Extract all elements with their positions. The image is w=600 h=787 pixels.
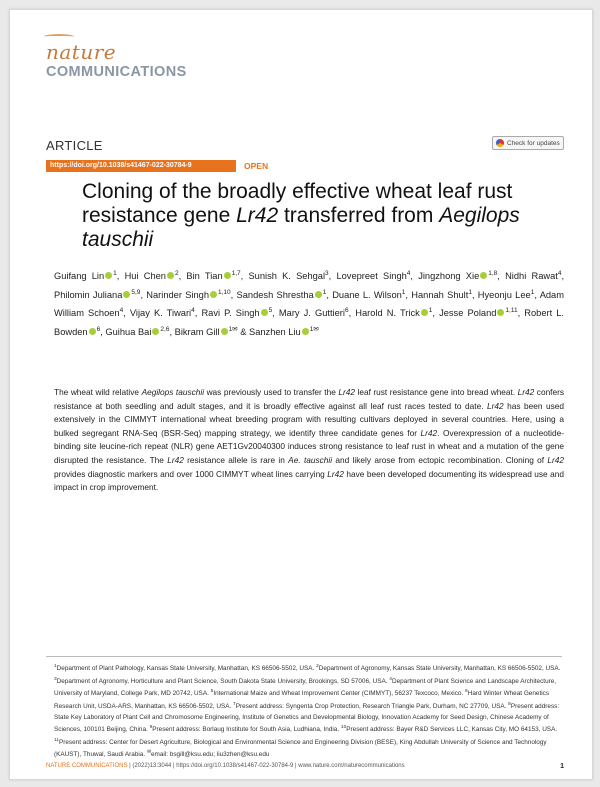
author-name: Narinder Singh (146, 289, 210, 300)
author-affiliation: 4 (557, 270, 562, 277)
author-affiliation: 1✉ (309, 326, 319, 334)
author-affiliation: 1,10 (218, 288, 231, 296)
footer-journal: NATURE COMMUNICATIONS (46, 763, 128, 769)
abstract-italic: Lr42 (547, 454, 564, 465)
author-affiliation: 1 (401, 288, 406, 296)
doi-link[interactable]: https://doi.org/10.1038/s41467-022-30784-9 (46, 160, 236, 172)
affiliation-text: Present address: Center for Desert Agriculture, Biological and Environmental Science and Engineering Division (BESE), King Abdullah University of Science and Technology (KAUST), Thuwal, Saudi Arabia. (54, 738, 547, 759)
author-affiliation: 1 (530, 288, 535, 296)
affiliation-text: International Maize and Wheat Improvement Center (CIMMYT), 56237 Texcoco, Mexico. (213, 690, 466, 698)
author-affiliation: 5 (268, 307, 273, 315)
author[interactable] (130, 308, 195, 318)
journal-logo-nature: nature (46, 40, 117, 64)
abstract-text: resistance allele is rare in (183, 454, 289, 465)
check-updates-button[interactable] (492, 136, 564, 150)
abstract-text: The wheat wild relative (54, 387, 142, 397)
author[interactable] (355, 308, 432, 318)
orcid-icon[interactable] (261, 309, 268, 316)
affiliation-number: ✉ (146, 750, 151, 756)
affiliation-text: Hard Winter Wheat Genetics Research Unit, USDA-ARS, Manhattan, KS 66506-5502, USA. (54, 690, 550, 710)
abstract-italic: Lr42 (327, 468, 344, 479)
author-affiliation: 4 (191, 307, 195, 315)
author-list: Guifang Lin $^1$, Hui Chen $^2$, Bin Tian $^{1,7}$, Sunish K. Sehgal$^3$, Lovepreet Singh$^4$, Jingzhong Xie $^{1,8}$, Nidhi Rawat$^4$, Philomin Juliana $^{5,9}$, Narinder Singh $^{1,10}$, Sandesh Shrestha $^1$, Duane L. Wilson$^1$, Hannah Shult$^1$, Hyeonju Lee$^1$, Adam William Schoen$^4$, Vijay K. Tiwari$^4$, Ravi P. Singh $^5$, Mary J. Guttieri$^6$, Harold N. Trick $^1$, Jesse Poland $^{1,11}$, Robert L. Bowden $^6$, Guihua Bai $^{2,6}$, Bikram Gill $^{1✉}$ & Sanzhen Liu $^{1✉}$ (54, 270, 565, 338)
affiliation-number: 10 (340, 725, 347, 730)
affiliation-text: Department of Agronomy, Horticulture and Plant Science, South Dakota State University, Brookings, SD 57006, USA. (56, 677, 390, 685)
abstract-italic: Lr42 (420, 427, 438, 438)
author-name: Sunish K. Sehgal (248, 271, 326, 282)
author[interactable] (478, 290, 535, 300)
abstract-italic: Aegilops tauschii (141, 387, 205, 397)
orcid-icon[interactable] (224, 272, 231, 279)
author-name: Robert L. Bowden (54, 308, 565, 338)
author-name: Hannah Shult (411, 289, 469, 300)
author-name: Duane L. Wilson (332, 289, 402, 300)
author[interactable] (237, 290, 327, 300)
author-affiliation: 5,9 (131, 288, 141, 296)
author-affiliation: 1,8 (488, 270, 498, 277)
author-name: Bin Tian (186, 271, 223, 282)
author-name: Hui Chen (124, 271, 166, 282)
orcid-icon[interactable] (210, 291, 217, 298)
check-updates-label: Check for updates (507, 139, 560, 147)
author[interactable] (186, 271, 240, 281)
paper-page (9, 9, 593, 780)
author-affiliation: 4 (406, 270, 411, 277)
abstract-text: have been developed documenting its widespread use and impact in crop improvement. (54, 468, 565, 493)
affiliation-number: 9 (149, 725, 153, 730)
author-affiliation: 1 (468, 288, 472, 296)
author[interactable] (248, 271, 328, 281)
abstract-text: and likely arose from ectopic recombination. Cloning of (332, 454, 548, 465)
orcid-icon[interactable] (421, 309, 428, 316)
affiliation-text: email: bsgill@ksu.edu; liu3zhen@ksu.edu (150, 751, 270, 759)
affiliation-number: 7 (233, 701, 236, 707)
author-name: Harold N. Trick (355, 308, 420, 319)
orcid-icon[interactable] (89, 328, 96, 335)
orcid-icon[interactable] (315, 291, 322, 298)
abstract-italic: Lr42 (517, 387, 535, 397)
author-name: Lovepreet Singh (336, 271, 407, 282)
author[interactable] (54, 271, 117, 281)
author-affiliation: 6 (344, 307, 349, 315)
author-name: Mary J. Guttieri (278, 308, 345, 319)
author-name: Jingzhong Xie (418, 271, 480, 282)
author-name: Philomin Juliana (54, 289, 123, 300)
author-affiliation: 6 (96, 326, 101, 334)
page-footer (46, 763, 564, 770)
abstract-italic: Lr42 (167, 454, 184, 465)
author[interactable] (279, 308, 349, 318)
author-affiliation: 2,6 (160, 326, 170, 334)
affiliation-number: 8 (508, 701, 511, 707)
author-name: Vijay K. Tiwari (129, 308, 192, 319)
author[interactable] (505, 271, 561, 281)
title-species: Aegilops tauschii (82, 204, 520, 251)
abstract-text: confers resistance at both seedling and adult stages, and it is broadly effective against all leaf rust races tested to date. (54, 387, 565, 411)
author-name: Bikram Gill (174, 327, 220, 338)
orcid-icon[interactable] (480, 272, 487, 279)
journal-logo-communications: COMMUNICATIONS (46, 64, 187, 80)
affiliation-text: Present address: Borlaug Institute for South Asia, Ludhiana, India. (152, 726, 341, 734)
author-name: Adam William Schoen (54, 289, 564, 319)
affiliation-number: 2 (316, 664, 319, 669)
author[interactable] (201, 308, 272, 318)
affiliation-text: Department of Agronomy, Kansas State University, Manhattan, KS 66506-5502, USA. (318, 665, 561, 673)
page-number: 1 (560, 763, 564, 770)
affiliation-text: Present address: Syngenta Crop Protection, Research Triangle Park, Durham, NC 27709, USA. (235, 703, 509, 710)
author[interactable] (418, 271, 497, 281)
author-name: Sandesh Shrestha (236, 289, 314, 300)
affiliation-number: 1 (54, 664, 57, 669)
orcid-icon[interactable] (497, 309, 504, 316)
affiliation-divider (46, 656, 562, 657)
abstract-text: . Overexpression of a nucleotide-binding site leucine-rich repeat (NLR) gene AET1Gv20040300 induces strong resistance to leaf rust in wheat and a mutation of the gene disrupted the resistance. The (54, 427, 564, 465)
abstract-text: was previously used to transfer the (204, 387, 339, 397)
footer-citation: | (2022)13:3044 | https://doi.org/10.1038/s41467-022-30784-9 | www.nature.com/naturecommunications (127, 763, 405, 769)
abstract (54, 386, 564, 495)
author-affiliation: 2 (174, 270, 179, 277)
author-name: Ravi P. Singh (201, 308, 260, 319)
orcid-icon[interactable] (221, 328, 228, 335)
abstract-text: leaf rust resistance gene into bread wheat. (354, 387, 518, 397)
author-name: Guihua Bai (105, 327, 152, 338)
author-name: Jesse Poland (439, 308, 497, 319)
affiliation-text: Present address: State Key Laboratory of Plant Cell and Chromosome Engineering, Institute of Genetics and Developmental Biology, Innovation Academy for Seed Design, Chinese Academy of Sciences, 100101 Beijing, China. (54, 703, 560, 734)
author[interactable] (411, 290, 472, 300)
author[interactable] (54, 290, 140, 300)
author[interactable] (146, 290, 230, 300)
author[interactable] (105, 327, 169, 337)
title-gene: Lr42 (236, 204, 279, 227)
affiliation-text: Present address: Bayer R&D Services LLC, Kansas City, MO 64153, USA. (346, 726, 558, 734)
abstract-text: has been used extensively in the CIMMYT international wheat breeding program with resulting cultivars deployed in several countries. Here, using a bulked segregant RNA-Seq (BSR-Seq) mapping strategy, we identify three candidate genes for (54, 400, 564, 438)
affiliation-number: 4 (389, 676, 392, 682)
affiliations (54, 662, 564, 761)
author[interactable] (125, 271, 179, 281)
author[interactable] (439, 308, 518, 318)
paper-title: Cloning of the broadly effective wheat leaf rust resistance gene Lr42 transferred from Aegilops tauschii (82, 180, 520, 251)
orcid-icon[interactable] (167, 272, 174, 279)
affiliation-number: 6 (465, 689, 468, 695)
author-affiliation: 3 (325, 270, 329, 277)
affiliation-text: Department of Plant Science and Landscape Architecture, University of Maryland, College Park, MD 20742, USA. (54, 677, 557, 698)
author-affiliation: 1 (428, 307, 433, 315)
abstract-text: provides diagnostic markers and over 1000 CIMMYT wheat lines carrying (54, 468, 328, 479)
author-affiliation: 4 (119, 307, 124, 315)
orcid-icon[interactable] (105, 272, 112, 279)
author[interactable] (332, 290, 405, 300)
abstract-italic: Lr42 (338, 387, 355, 397)
orcid-icon[interactable] (302, 328, 309, 335)
orcid-icon[interactable] (152, 328, 159, 335)
article-type: ARTICLE (46, 138, 103, 153)
abstract-italic: Ae. tauschii (288, 454, 333, 465)
affiliation-text: Department of Plant Pathology, Kansas State University, Manhattan, KS 66506-5502, USA. (56, 665, 317, 673)
affiliation-number: 3 (54, 676, 57, 682)
author[interactable] (336, 271, 410, 281)
author-name: Nidhi Rawat (505, 271, 558, 282)
affiliation-number: 5 (210, 689, 214, 695)
author-affiliation: 1 (113, 270, 117, 277)
author-name: Hyeonju Lee (477, 289, 531, 300)
open-access-badge: OPEN (244, 161, 269, 171)
author[interactable] (249, 327, 319, 337)
crossmark-icon (496, 139, 504, 147)
author-affiliation: 1✉ (228, 326, 238, 334)
author[interactable] (175, 327, 238, 337)
author-affiliation: 1,7 (231, 270, 241, 277)
author-name: Sanzhen Liu (249, 327, 301, 338)
author-affiliation: 1,11 (505, 307, 518, 315)
orcid-icon[interactable] (123, 291, 130, 298)
abstract-italic: Lr42 (487, 400, 504, 411)
author-name: Guifang Lin (54, 271, 105, 282)
author-affiliation: 1 (322, 288, 327, 296)
affiliation-number: 11 (54, 737, 59, 743)
